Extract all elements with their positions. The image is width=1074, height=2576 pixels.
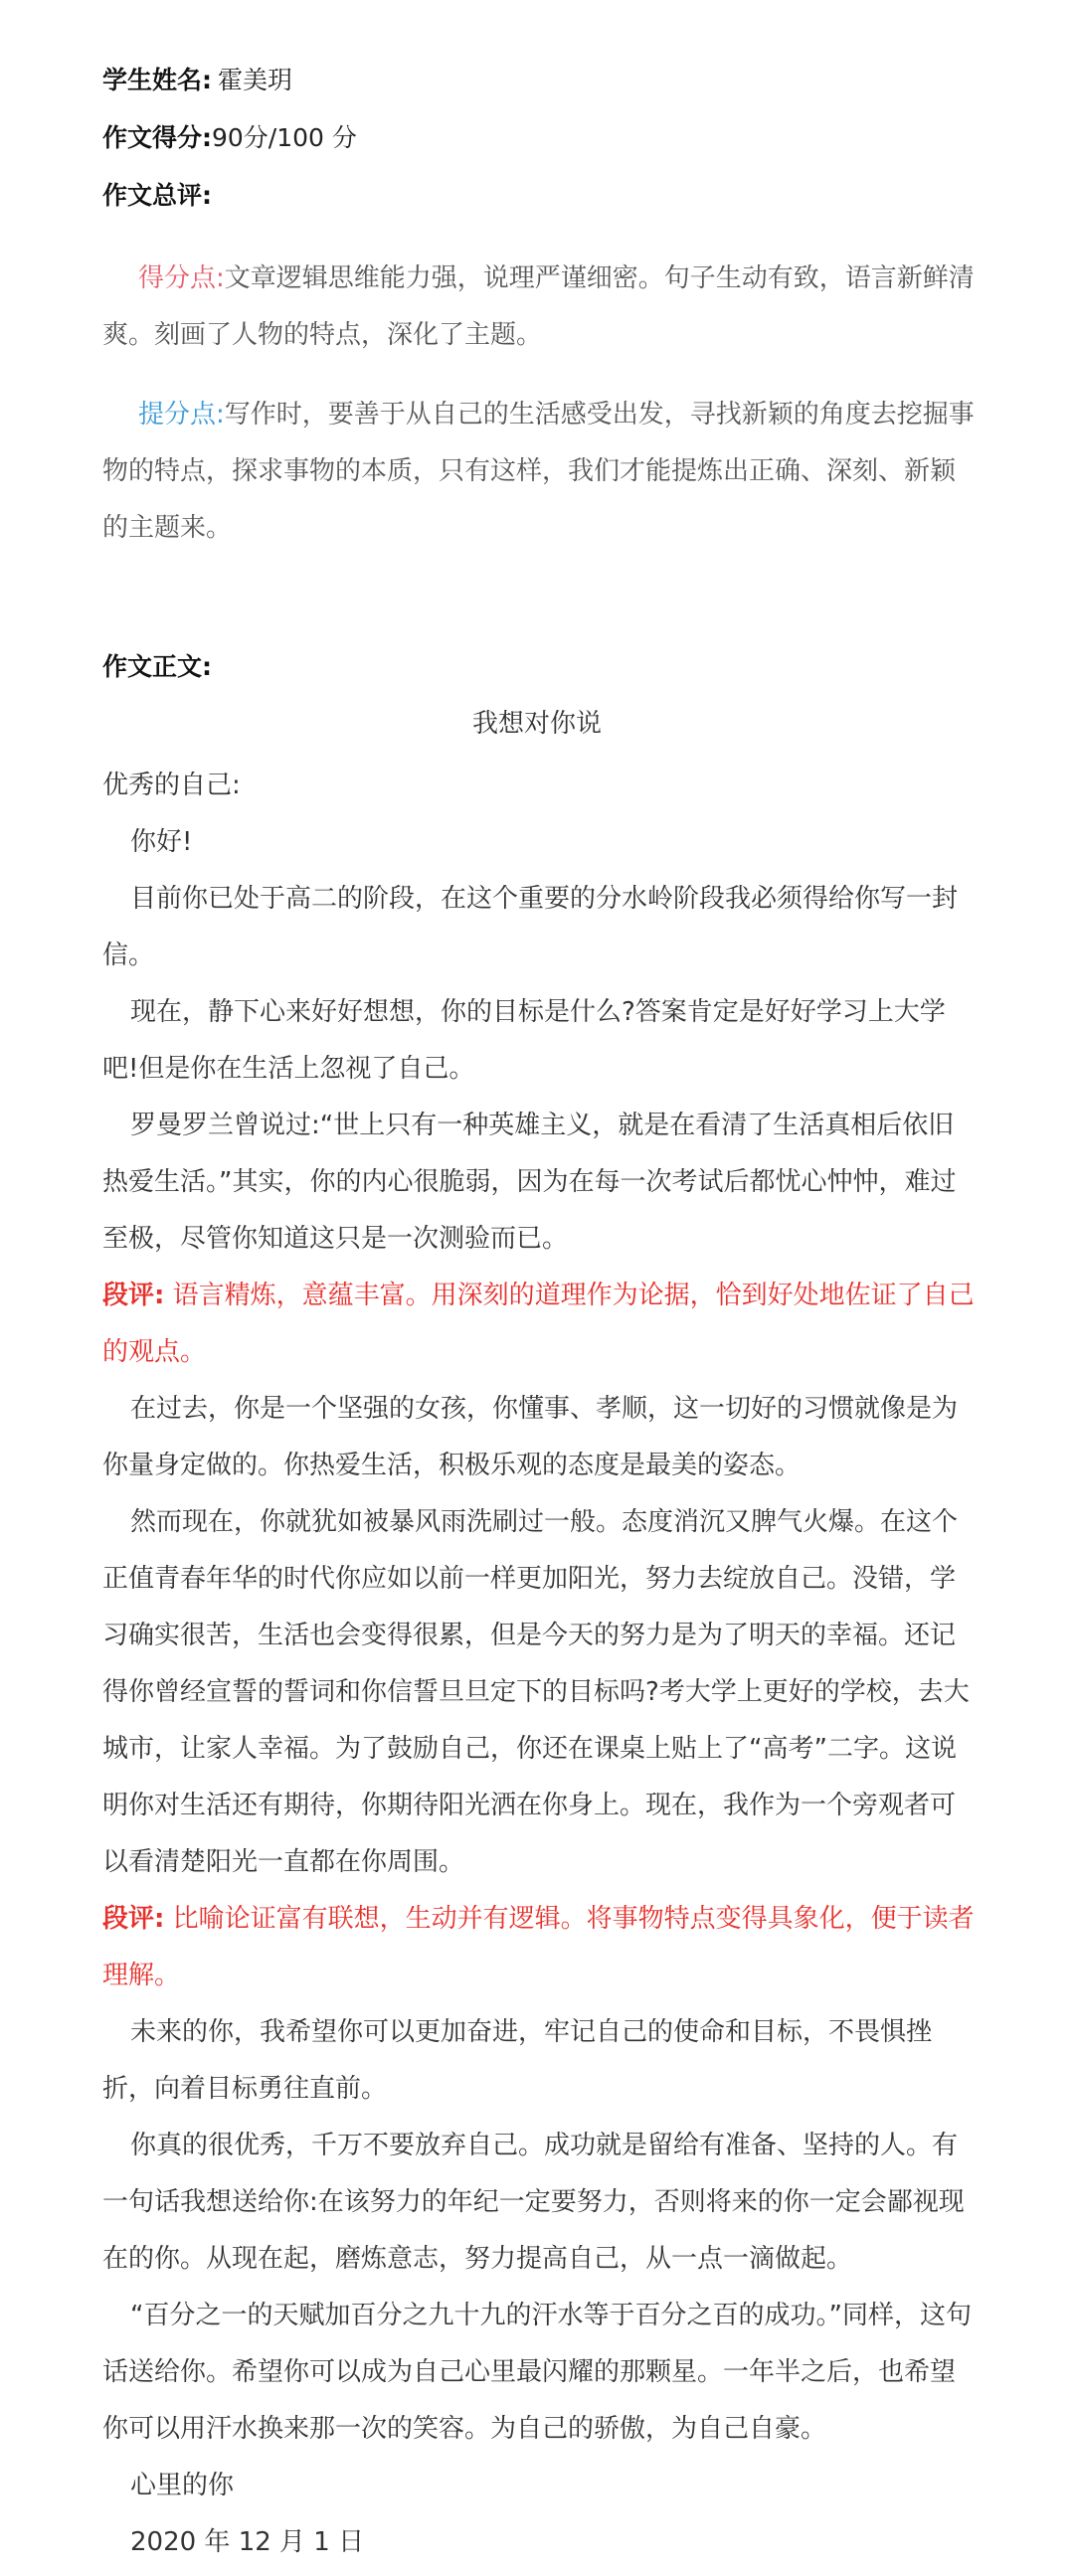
essay-greeting: 你好! (130, 827, 193, 857)
tip-remark (102, 387, 978, 557)
paragraph-comment-label: 段评: (102, 1904, 165, 1934)
tip-remark-text: 写作时，要善于从自己的生活感受出发，寻找新颖的角度去挖掘事物的特点，探求事物的本质，只有这样，我们才能提炼出正确、深刻、新颖的主题来。 (102, 400, 975, 543)
paragraph-comment (102, 1268, 980, 1381)
essay-section-label: 作文正文: (102, 652, 212, 681)
positive-remark (102, 251, 978, 364)
essay-title: 我想对你说 (471, 709, 602, 739)
essay-date: 2020 年 12 月 1 日 (130, 2527, 365, 2557)
essay-paragraph: 未来的你，我希望你可以更加奋进，牢记自己的使命和目标，不畏惧挫折，向着目标勇往直前。 (102, 2017, 933, 2104)
paragraph-comment-text: 语言精炼，意蕴丰富。用深刻的道理作为论据，恰到好处地佐证了自己的观点。 (102, 1281, 975, 1367)
essay-salutation: 优秀的自己: (102, 771, 241, 800)
essay-paragraph: 现在，静下心来好好想想，你的目标是什么?答案肯定是好好学习上大学吧!但是你在生活上忽视了自己。 (102, 997, 946, 1084)
essay-paragraph: 罗曼罗兰曾说过:“世上只有一种英雄主义，就是在看清了生活真相后依旧热爱生活。”其实，你的内心很脆弱，因为在每一次考试后都忧心忡忡，难过至极，尽管你知道这只是一次测验而已。 (102, 1111, 957, 1254)
essay-body (102, 758, 980, 2571)
essay-paragraph: 在过去，你是一个坚强的女孩，你懂事、孝顺，这一切好的习惯就像是为你量身定做的。你热爱生活，积极乐观的态度是最美的姿态。 (102, 1394, 959, 1480)
summary-line (102, 179, 212, 213)
positive-remark-text: 文章逻辑思维能力强，说理严谨细密。句子生动有致，语言新鲜清爽。刻画了人物的特点，深化了主题。 (102, 263, 975, 350)
tip-remark-tag: 提分点: (138, 400, 225, 429)
score-label: 作文得分: (102, 123, 212, 152)
essay-paragraph: 你真的很优秀，千万不要放弃自己。成功就是留给有准备、坚持的人。有一句话我想送给你:在该努力的年纪一定要努力，否则将来的你一定会鄙视现在的你。从现在起，磨炼意志，努力提高自己，从一点一滴做起。 (102, 2131, 965, 2274)
score-value: 90分/100 分 (212, 123, 357, 152)
score-line (102, 121, 357, 155)
essay-paragraph: “百分之一的天赋加百分之九十九的汗水等于百分之百的成功。”同样，这句话送给你。希望你可以成为自己心里最闪耀的那颗星。一年半之后，也希望你可以用汗水换来那一次的笑容。为自己的骄傲，为自己自豪。 (102, 2301, 972, 2444)
paragraph-comment-text: 比喻论证富有联想，生动并有逻辑。将事物特点变得具象化，便于读者理解。 (102, 1904, 975, 1990)
essay-paragraph: 目前你已处于高二的阶段，在这个重要的分水岭阶段我必须得给你写一封信。 (102, 884, 959, 970)
student-name-value: 霍美玥 (218, 66, 293, 94)
summary-label: 作文总评: (102, 181, 212, 210)
paragraph-comment-label: 段评: (102, 1281, 165, 1310)
student-name-line (102, 64, 292, 97)
essay-signature: 心里的你 (130, 2471, 235, 2500)
student-name-label: 学生姓名: (102, 66, 212, 94)
paragraph-comment (102, 1891, 980, 2004)
essay-paragraph: 然而现在，你就犹如被暴风雨洗刷过一般。态度消沉又脾气火爆。在这个正值青春年华的时代你应如以前一样更加阳光，努力去绽放自己。没错，学习确实很苦，生活也会变得很累，但是今天的努力是为了明天的幸福。还记得你曾经宣誓的誓词和你信誓旦旦定下的目标吗?考大学上更好的学校，去大城市，让家人幸福。为了鼓励自己，你还在课桌上贴上了“高考”二字。这说明你对生活还有期待，你期待阳光洒在你身上。现在，我作为一个旁观者可以看清楚阳光一直都在你周围。 (102, 1507, 970, 1877)
positive-remark-tag: 得分点: (138, 263, 225, 293)
